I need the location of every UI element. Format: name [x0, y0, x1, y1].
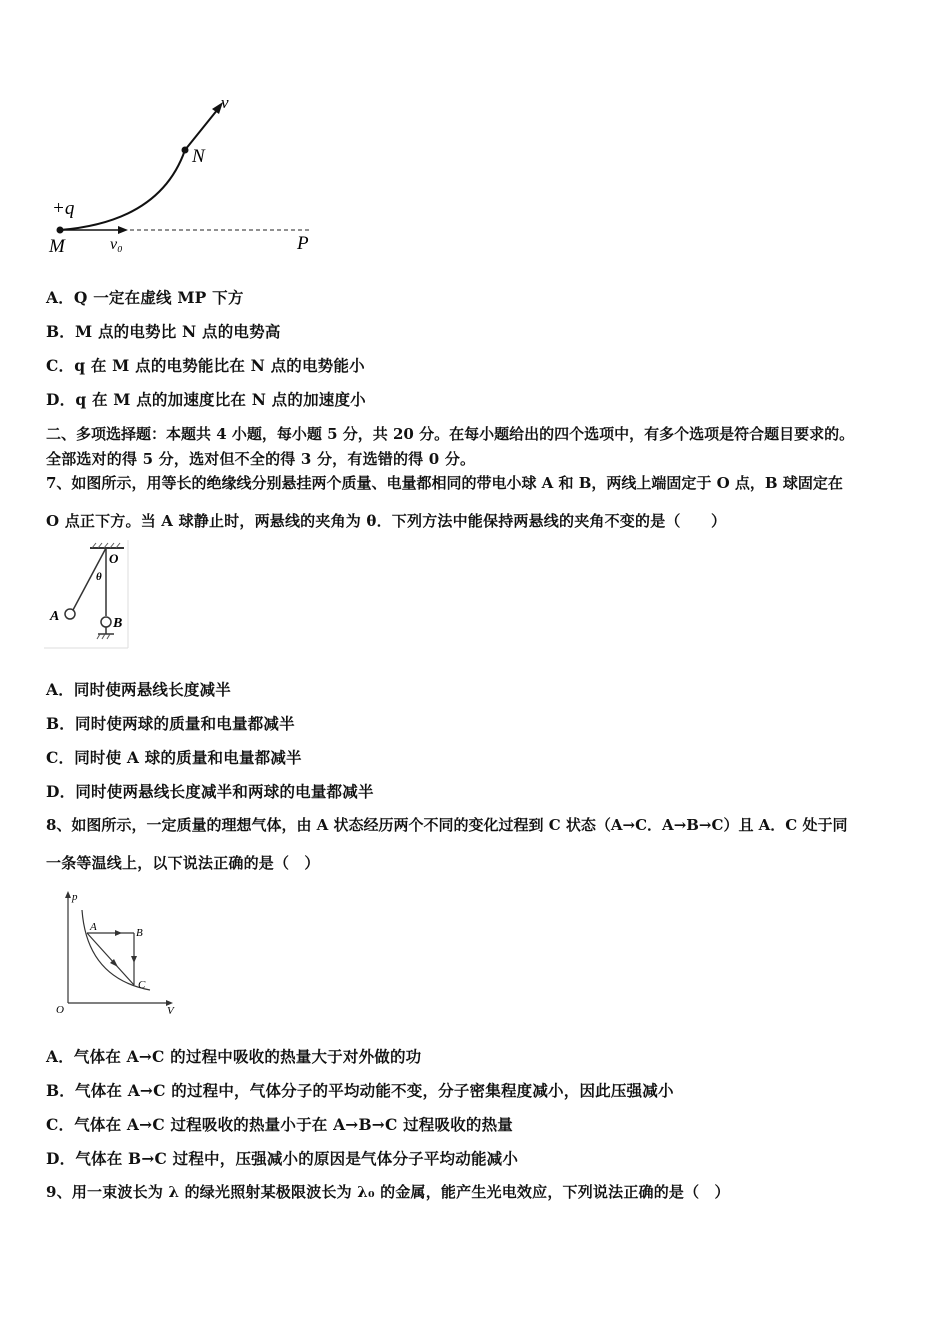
label-v0: v₀ — [110, 236, 123, 253]
label-b: B — [136, 927, 143, 939]
ball-b — [101, 617, 111, 627]
section2-line2: 全部选对的得 5 分，选对但不全的得 3 分，有选错的得 0 分。 — [46, 450, 476, 468]
label-b: B — [113, 616, 123, 631]
pendulum-figure — [44, 540, 134, 652]
q8-stem-line2: 一条等温线上，以下说法正确的是（ ） — [46, 854, 320, 872]
trajectory-figure — [40, 92, 330, 262]
q6-option-b: B．M 点的电势比 N 点的电势高 — [46, 322, 281, 341]
q7-option-a: A．同时使两悬线长度减半 — [46, 680, 231, 699]
q6-option-a: A．Q 一定在虚线 MP 下方 — [46, 288, 244, 307]
label-m: M — [49, 236, 65, 257]
q8-option-a: A．气体在 A→C 的过程中吸收的热量大于对外做的功 — [46, 1047, 422, 1066]
label-c: C — [138, 979, 146, 991]
q7-option-b: B．同时使两球的质量和电量都减半 — [46, 714, 295, 733]
q6-option-c: C．q 在 M 点的电势能比在 N 点的电势能小 — [46, 356, 365, 375]
q9-stem: 9、用一束波长为 λ 的绿光照射某极限波长为 λ₀ 的金属，能产生光电效应，下列说法正确的是（ ） — [46, 1183, 730, 1201]
label-q: +q — [52, 198, 75, 219]
process-a-c — [87, 933, 134, 985]
label-a: A — [50, 609, 60, 624]
v0-arrow-head — [118, 226, 128, 234]
label-theta: θ — [96, 571, 102, 583]
pv-diagram — [52, 888, 182, 1018]
trajectory-curve — [60, 109, 218, 230]
q8-stem-line1: 8、如图所示，一定质量的理想气体，由 A 状态经历两个不同的变化过程到 C 状态（A→C．A→B→C）且 A．C 处于同 — [46, 816, 848, 834]
point-m — [57, 227, 64, 234]
label-n: N — [192, 146, 205, 167]
label-p: p — [72, 891, 78, 903]
label-v: v — [221, 93, 229, 112]
q6-option-d: D．q 在 M 点的加速度比在 N 点的加速度小 — [46, 390, 366, 409]
q7-option-d: D．同时使两悬线长度减半和两球的电量都减半 — [46, 782, 374, 801]
q7-option-c: C．同时使 A 球的质量和电量都减半 — [46, 748, 302, 767]
section2-line1: 二、多项选择题：本题共 4 小题，每小题 5 分，共 20 分。在每小题给出的四个选项中，有多个选项是符合题目要求的。 — [46, 425, 855, 443]
q8-option-c: C．气体在 A→C 过程吸收的热量小于在 A→B→C 过程吸收的热量 — [46, 1115, 514, 1134]
label-v: V — [167, 1005, 174, 1017]
label-o: O — [109, 551, 119, 566]
ball-a — [65, 609, 75, 619]
point-n — [182, 147, 189, 154]
label-o: O — [56, 1004, 64, 1016]
q7-stem-line1: 7、如图所示，用等长的绝缘线分别悬挂两个质量、电量都相同的带电小球 A 和 B，两线上端固定于 O 点，B 球固定在 — [46, 474, 843, 492]
q8-option-d: D．气体在 B→C 过程中，压强减小的原因是气体分子平均动能减小 — [46, 1149, 519, 1168]
label-a: A — [90, 921, 97, 933]
q7-stem-line2: O 点正下方。当 A 球静止时，两悬线的夹角为 θ．下列方法中能保持两悬线的夹角不变的是（ ） — [46, 512, 727, 530]
q8-option-b: B．气体在 A→C 的过程中，气体分子的平均动能不变，分子密集程度减小，因此压强减小 — [46, 1081, 674, 1100]
label-p: P — [297, 233, 309, 254]
